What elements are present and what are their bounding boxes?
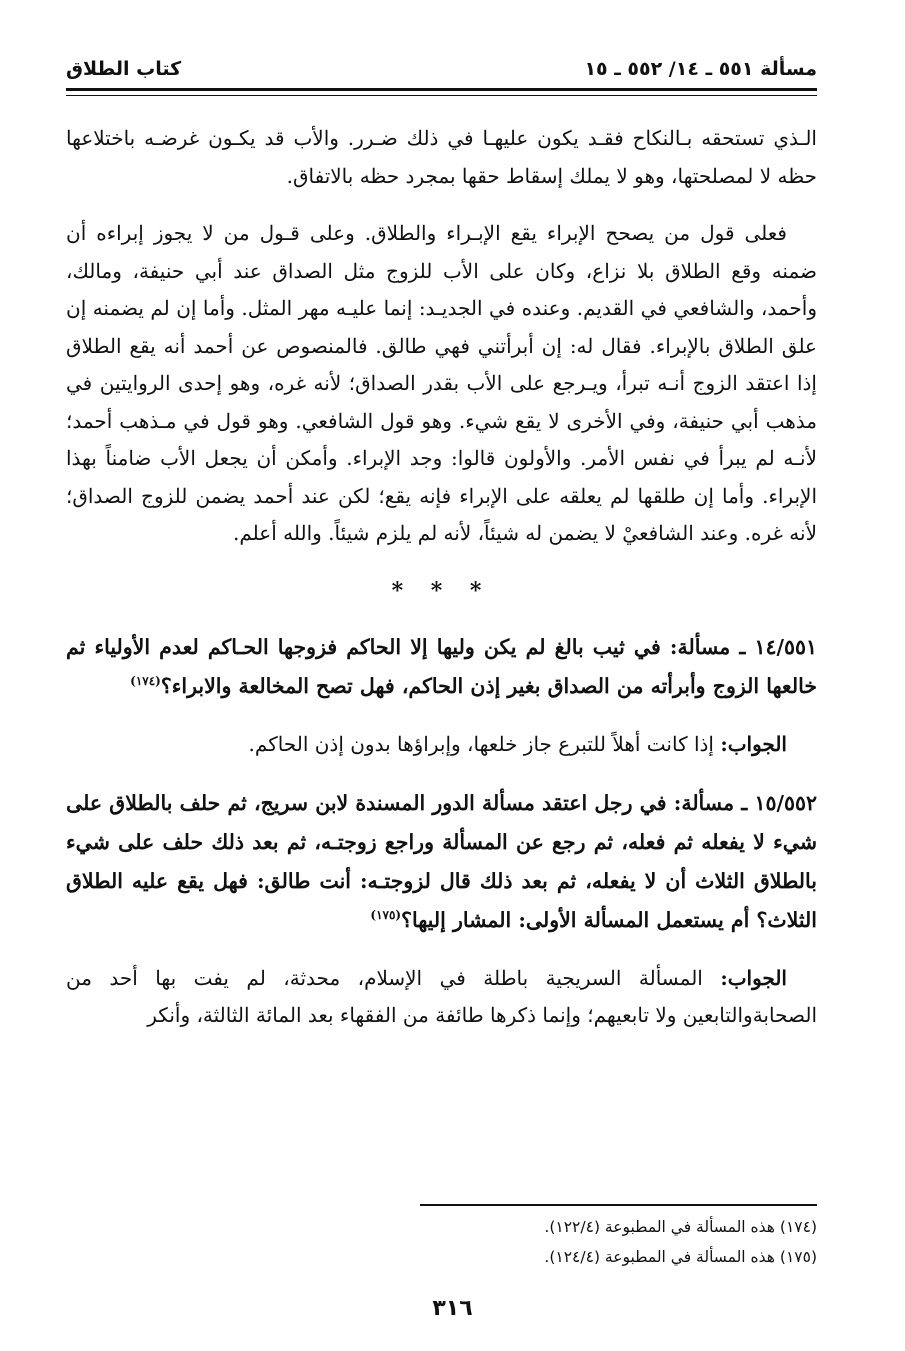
footnote-ref-174[interactable]: (١٧٤)	[130, 674, 161, 689]
footnote-175: (١٧٥) هذه المسألة في المطبوعة (١٢٤/٤).	[544, 1248, 817, 1266]
header-book-title: كتاب الطلاق	[66, 58, 182, 80]
footnote-ref-175[interactable]: (١٧٥)	[370, 907, 402, 922]
answer-551-label: الجواب:	[720, 732, 787, 756]
issue-551	[66, 628, 817, 706]
paragraph-ruling: فعلى قول من يصحح الإبراء يقع الإبـراء والطلاق. وعلى قـول من لا يجوز إبراءه أن ضمنه وقع الطلاق بلا نزاع، وكان على الأب للزوج مثل الصداق عند أبي حنيفة، ومالك، وأحمد، والشافعي في القديم. وعنده في الجديـد: إنما عليـه مهر المثل. وأما إن لم يضمنه إن علق الطلاق بالإبراء. فقال له: إن أبرأتني فهي طالق. فالمنصوص عن أحمد أنه يقع الطلاق إذا اعتقد الزوج أنـه تبرأ، ويـرجع على الأب بقدر الصداق؛ لأنه غره، وهو إحدى الروايتين في مذهب أبي حنيفة، وفي الأخرى لا يقع شيء. وهو قول الشافعي. وهو قول في مـذهب أحمد؛ لأنـه لم يبرأ في نفس الأمر. والأولون قالوا: وجد الإبراء. وأمكن أن يجعل الأب ضامناً بهذا الإبراء. وأما إن طلقها لم يعلقه على الإبراء فإنه يقع؛ لكن عند أحمد يضمن للزوج الصداق؛ لأنه غره. وعند الشافعيْ لا يضمن له شيئاً، لأنه لم يلزم شيئاً. والله أعلم.	[66, 221, 817, 545]
answer-552-label: الجواب:	[720, 965, 787, 990]
section-separator: * * *	[391, 577, 492, 604]
footnote-174: (١٧٤) هذه المسألة في المطبوعة (١٢٢/٤).	[544, 1218, 817, 1236]
answer-552-text: المسألة السريجية باطلة في الإسلام، محدثة، لم يفت بها أحد من الصحابةوالتابعين ولا تابعيهم؛ وإنما ذكرها طائفة من الفقهاء بعد المائة الثالثة، وأنكر	[66, 965, 817, 1027]
answer-551-text: إذا كانت أهلاً للتبرع جاز خلعها، وإبراؤها بدون إذن الحاكم.	[248, 732, 721, 756]
answer-551	[66, 726, 817, 764]
answer-552	[66, 960, 817, 1035]
paragraph-continuation: الـذي تستحقه بـالنكاح فقـد يكون عليهـا في ذلك ضـرر. والأب قد يكـون غرضـه باختلاعها حظه لا لمصلحتها، وهو لا يملك إسقاط حقها بمجرد حظه بالاتفاق.	[66, 126, 817, 188]
issue-552	[66, 784, 817, 940]
issue-551-text: ١٤/٥٥١ ـ مسألة: في ثيب بالغ لم يكن وليها إلا الحاكم فزوجها الحـاكم لعدم الأولياء ثم خالعها الزوج وأبرأته من الصداق بغير إذن الحاكم، فهل تصح المخالعة والابراء؟	[66, 635, 817, 698]
main-text	[66, 120, 817, 1055]
footnotes	[66, 1212, 817, 1272]
page-number: ٣١٦	[432, 1296, 473, 1321]
footnote-rule	[420, 1204, 817, 1206]
header-rule-thick	[66, 88, 817, 91]
issue-552-text: ١٥/٥٥٢ ـ مسألة: في رجل اعتقد مسألة الدور المسندة لابن سريج، ثم حلف بالطلاق على شيء لا يفعله ثم فعله، ثم رجع عن المسألة وراجع زوجتـه، ثم بعد ذلك حلف على شيء بالطلاق الثلاث أن لا يفعله، ثم بعد ذلك قال لزوجتـه: أنت طالق: فهل يقع عليه الطلاق الثلاث؟ أم يستعمل المسألة الأولى: المشار إليها؟	[66, 790, 817, 932]
header-issue-reference: مسألة ٥٥١ ـ ١٤/ ٥٥٢ ـ ١٥	[584, 58, 817, 80]
header-rule-thin	[66, 95, 817, 96]
running-header	[66, 52, 817, 88]
